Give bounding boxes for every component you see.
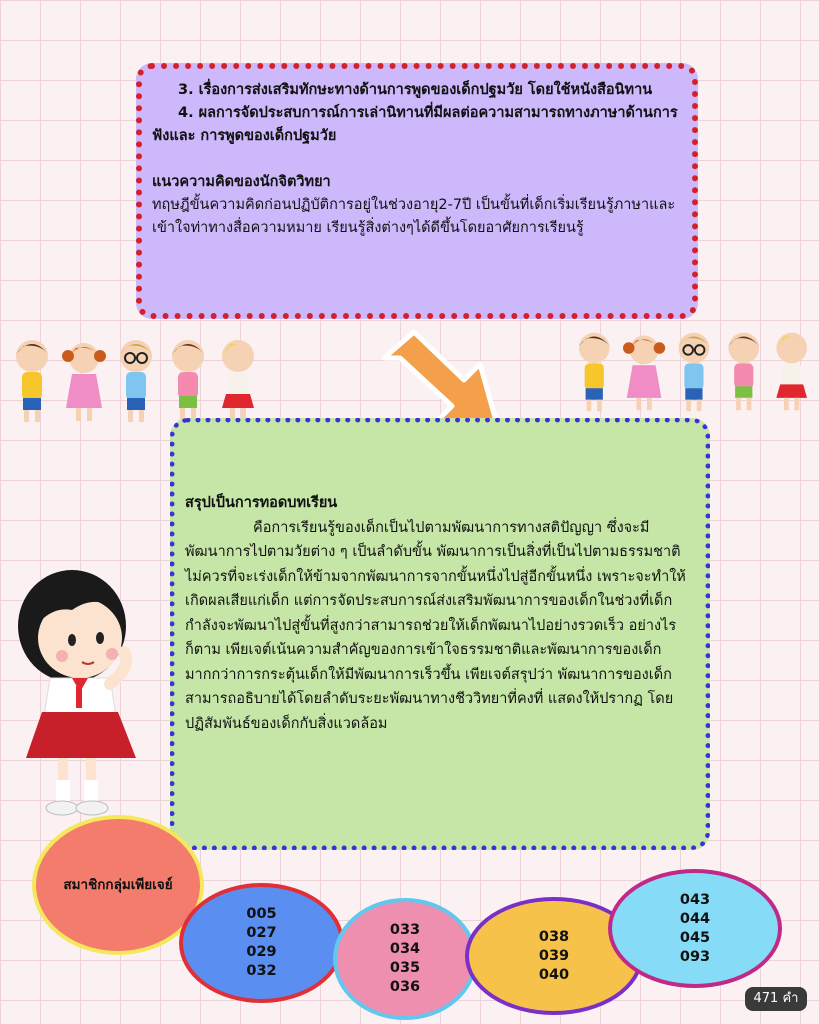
group-bubble-2 bbox=[333, 898, 477, 1020]
item-4: 4. ผลการจัดประสบการณ์การเล่านิทานที่มีผลต่อความสามารถทางภาษาด้านการฟังและ การพูดของเด็กปฐมวัย bbox=[152, 105, 678, 144]
kid-icon bbox=[728, 333, 759, 411]
member-code: 044 bbox=[679, 910, 711, 927]
kid-icon bbox=[776, 333, 807, 411]
kid-icon bbox=[120, 340, 152, 422]
member-code: 039 bbox=[538, 947, 570, 964]
item-3: 3. เรื่องการส่งเสริมทักษะทางด้านการพูดของเด็กปฐมวัย โดยใช้หนังสือนิทาน bbox=[178, 82, 653, 98]
member-code: 029 bbox=[246, 944, 277, 960]
member-code: 027 bbox=[246, 925, 277, 941]
member-code: 043 bbox=[679, 891, 711, 908]
group-bubble-1 bbox=[179, 883, 344, 1003]
kids-illustration-left bbox=[6, 332, 262, 428]
lesson-summary-heading: สรุปเป็นการทอดบทเรียน bbox=[185, 495, 338, 511]
member-code: 038 bbox=[538, 928, 570, 945]
member-code: 045 bbox=[679, 929, 711, 946]
member-code: 033 bbox=[389, 922, 421, 938]
word-count-badge: 471 คำ bbox=[745, 987, 807, 1011]
member-code: 093 bbox=[679, 948, 711, 965]
kid-icon bbox=[16, 340, 48, 422]
lesson-summary-text: คือการเรียนรู้ของเด็กเป็นไปตามพัฒนาการทางสติปัญญา ซึ่งจะมีพัฒนาการไปตามวัยต่าง ๆ เป็นลำดับขั้น พัฒนาการเป็นสิ่งที่เป็นไปตามธรรมชาติ ไม่ควรที่จะเร่งเด็กให้ข้ามจากพัฒนาการจากขั้นหนึ่งไปสู่อีกขั้นหนึ่ง เพราะจะทำให้เกิดผลเสียแก่เด็ก แต่การจัดประสบการณ์ส่งเสริมพัฒนาการของเด็กในช่วงที่เด็กกำลังจะพัฒนาไปสู่ขั้นที่สูงกว่าสามารถช่วยให้เด็กพัฒนาไปอย่างรวดเร็ว อย่างไรก็ตาม เพียเจต์เน้นความสำคัญของการเข้าใจธรรมชาติและพัฒนาการของเด็กมากกว่าการกระตุ้นเด็กให้มีพัฒนาการเร็วขึ้น เพียเจต์สรุปว่า พัฒนาการของเด็กสามารถอธิบายได้โดยลำดับระยะพัฒนาทางชีววิทยาที่คงที่ แสดงให้ปรากฏ โดยปฏิสัมพันธ์ของเด็กกับสิ่งแวดล้อม bbox=[185, 519, 686, 732]
group-bubble-4 bbox=[608, 869, 782, 988]
kid-icon bbox=[222, 340, 254, 421]
member-code: 005 bbox=[246, 906, 277, 922]
kid-icon bbox=[623, 336, 665, 411]
summary-box-top bbox=[136, 63, 698, 319]
kid-icon bbox=[579, 333, 610, 412]
summary-box-bottom bbox=[170, 418, 710, 850]
psychologist-text: ทฤษฎีขั้นความคิดก่อนปฏิบัติการอยู่ในช่วงอายุ2-7ปี เป็นขั้นที่เด็กเริ่มเรียนรู้ภาษาและเข้าใจท่าทางสื่อความหมาย เรียนรู้สิ่งต่างๆได้ดีขึ้นโดยอาศัยการเรียนรู้ bbox=[152, 197, 676, 236]
psychologist-heading: แนวความคิดของนักจิตวิทยา bbox=[152, 174, 331, 190]
member-code: 032 bbox=[246, 963, 277, 979]
kid-icon bbox=[679, 333, 710, 412]
member-code: 035 bbox=[389, 960, 421, 976]
members-bubble bbox=[32, 815, 204, 955]
member-code: 034 bbox=[389, 941, 421, 957]
kid-icon bbox=[172, 340, 204, 421]
member-code: 040 bbox=[538, 966, 570, 983]
kid-icon bbox=[62, 343, 106, 421]
members-label: สมาชิกกลุ่มเพียเจย์ bbox=[63, 876, 173, 893]
member-code: 036 bbox=[389, 979, 421, 995]
kids-illustration-right bbox=[566, 325, 818, 417]
girl-illustration bbox=[12, 566, 152, 822]
